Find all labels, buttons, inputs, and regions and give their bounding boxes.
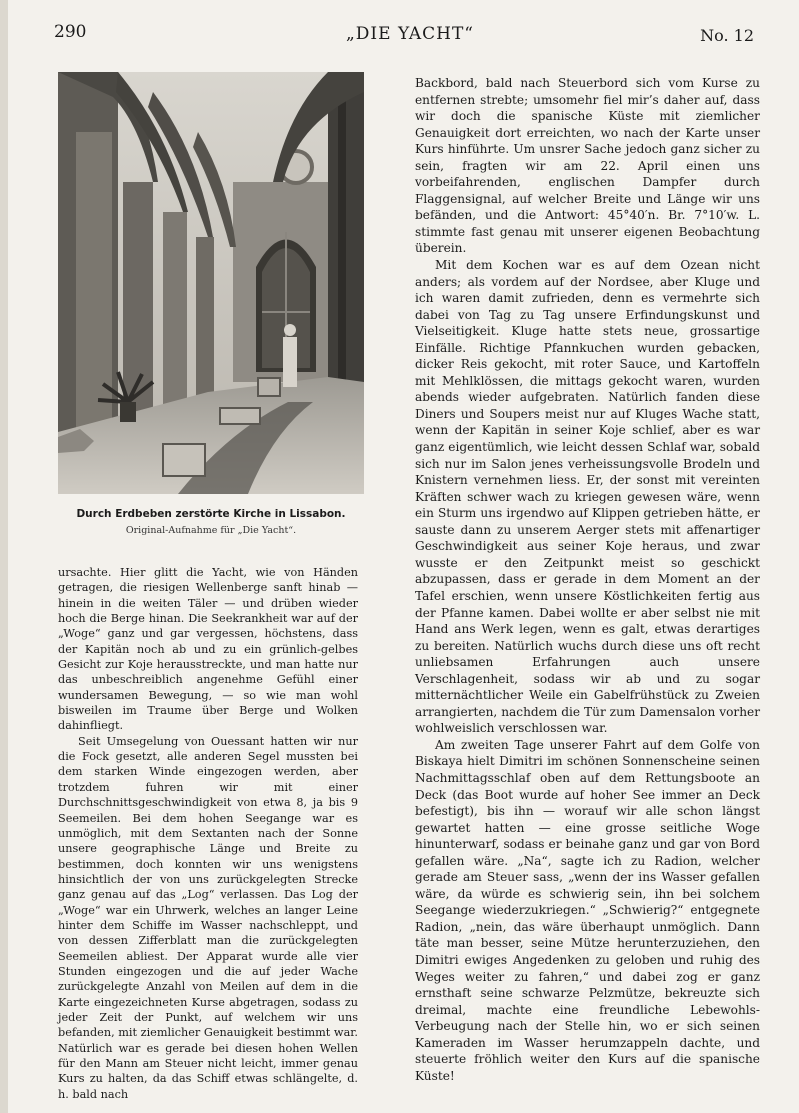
caption-title: Durch Erdbeben zerstörte Kirche in Lissabon.: [76, 508, 346, 520]
paragraph: Seit Umsegelung von Ouessant hatten wir nur die Fock gesetzt, alle anderen Segel mussten bei dem starken Winde eingezogen werden, aber trotzdem fuhren wir mit einer Durchschnittsgeschwindigkeit von etwa 8, ja bis 9 Seemeilen. Bei dem hohen Seegange war es unmöglich, mit dem Sextanten nach der Sonne unsere geographische Länge und Breite zu bestimmen, doch konnten wir uns wenigstens hinsichtlich der von uns zurückgelegten Strecke ganz genau auf das „Log“ verlassen. Das Log der „Woge“ war ein Uhrwerk, welches an langer Leine hinter dem Schiffe im Wasser nachschleppt, und von dessen Zifferblatt man die zurückgelegten Seemeilen abliest. Der Apparat wurde alle vier Stunden eingezogen und die auf jeder Wache zurückgelegte Anzahl von Meilen auf dem in die Karte eingezeichneten Kurse abgetragen, sodass zu jeder Zeit der Punkt, auf welchem wir uns befanden, mit ziemlicher Genauigkeit bestimmt war. Natürlich war es gerade bei diesen hohen Wellen für den Mann am Steuer nicht leicht, immer genau Kurs zu halten, da das Schiff etwas schlängelte, d. h. bald nach: [58, 734, 358, 1101]
caption-credit: Original-Aufnahme für „Die Yacht“.: [125, 525, 297, 536]
journal-title: „DIE YACHT“: [345, 24, 474, 44]
page-header: [54, 20, 766, 50]
paragraph: Backbord, bald nach Steuerbord sich vom Kurse zu entfernen strebte; umsomehr fiel mir’s daher auf, dass wir doch die spanische Küste mit ziemlicher Genauigkeit dort erreichten, wo nach der Karte unser Kurs hinführte. Um unsrer Sache jedoch ganz sicher zu sein, fragten wir am 22. April einen uns vorbeifahrenden, englischen Dampfer durch Flaggensignal, auf welcher Breite und Länge wir uns befänden, und die Antwort: 45°40′n. Br. 7°10′w. L. stimmte fast genau mit unserer eigenen Beobachtung überein.: [415, 76, 760, 256]
page-number: 290: [54, 22, 87, 42]
paragraph: Am zweiten Tage unserer Fahrt auf dem Golfe von Biskaya hielt Dimitri im schönen Sonnenscheine seinen Nachmittagsschlaf oben auf dem Rettungsboote an Deck (das Boot wurde auf hoher See immer an Deck befestigt), bis ihn — worauf wir alle schon längst gewartet hatten — eine grosse seitliche Woge hinunterwarf, sodass er beinahe ganz und gar von Bord gefallen wäre. „Na“, sagte ich zu Radion, welcher gerade am Steuer sass, „wenn der ins Wasser gefallen wäre, da würde es schwierig sein, ihn bei solchem Seegange wiederzukriegen.“ „Schwierig?“ entgegnete Radion, „nein, das wäre überhaupt unmöglich. Dann täte man besser, seine Mütze herunterzuziehen, den Dimitri ewiges Angedenken zu geloben und ruhig des Weges weiter zu fahren,“ und dabei zog er ganz ernsthaft seine schwarze Pelzmütze, bekreuzte sich dreimal, machte eine freundliche Lebewohls-Verbeugung nach der Stelle hin, wo er sich seinen Kameraden im Wasser herumzappeln dachte, und steuerte fröhlich weiter den Kurs auf die spanische Küste!: [415, 737, 760, 1083]
paragraph: ursachte. Hier glitt die Yacht, wie von Händen getragen, die riesigen Wellenberge sanft hinab — hinein in die weiten Täler — und drüben wieder hoch die Berge hinan. Die Seekrankheit war auf der „Woge“ ganz und gar vergessen, höchstens, dass der Kapitän noch ab und zu ein grünlich-gelbes Gesicht zur Koje herausstreckte, und man hatte nur das unbeschreiblich angenehme Gefühl einer wundersamen Bewegung, — so wie man wohl bisweilen im Traume über Berge und Wolken dahinfliegt.: [58, 566, 358, 733]
page-edge: [0, 0, 8, 1113]
figure-caption: [58, 508, 364, 536]
right-column: [415, 75, 760, 1084]
paragraph: Mit dem Kochen war es auf dem Ozean nicht anders; als vordem auf der Nordsee, aber Kluge und ich waren damit zufrieden, denn es vermehrte sich dabei von Tag zu Tag unsere Erfindungskunst und Vielseitigkeit. Kluge hatte stets neue, grossartige Einfälle. Richtige Pfannkuchen wurden gebacken, dicker Reis gekocht, mit roter Sauce, und Kartoffeln mit Mehlklössen, die mittags gekocht waren, wurden abends wieder aufgebraten. Natürlich fanden diese Diners und Soupers meist nur auf Kluges Wache statt, wenn der Kapitän in seiner Koje schlief, aber es war ganz eigentümlich, wie leicht dessen Schlaf war, sobald sich nur im Salon jenes verheissungsvolle Brodeln und Knistern vernehmen liess. Er, der sonst mit vereinten Kräften schwer wach zu kriegen gewesen wäre, wenn ein Sturm uns irgendwo auf Klippen getrieben hätte, er sauste dann zu unserem Aerger stets mit affenartiger Geschwindigkeit aus seiner Koje heraus, und zwar wusste er den Zeitpunkt meist so geschickt abzupassen, dass er gerade in dem Moment an der Tafel erschien, wenn unsere Köstlichkeiten fertig aus der Pfanne kamen. Dabei wollte er aber selbst nie mit Hand ans Werk legen, wenn es galt, etwas derartiges zu bereiten. Natürlich wuchs durch diese uns oft recht unliebsamen Erfahrungen auch unsere Verschlagenheit, sodass wir ab und zu sogar mitternächtlicher Weile ein Gabelfrühstück zu Zweien arrangierten, nachdem die Tür zum Damensalon vorher wohlweislich verschlossen war.: [415, 258, 760, 736]
church-ruin-photo: [58, 72, 364, 494]
left-column: [58, 565, 358, 1102]
church-ruin-illustration: [58, 72, 364, 494]
issue-number: No. 12: [700, 26, 754, 45]
